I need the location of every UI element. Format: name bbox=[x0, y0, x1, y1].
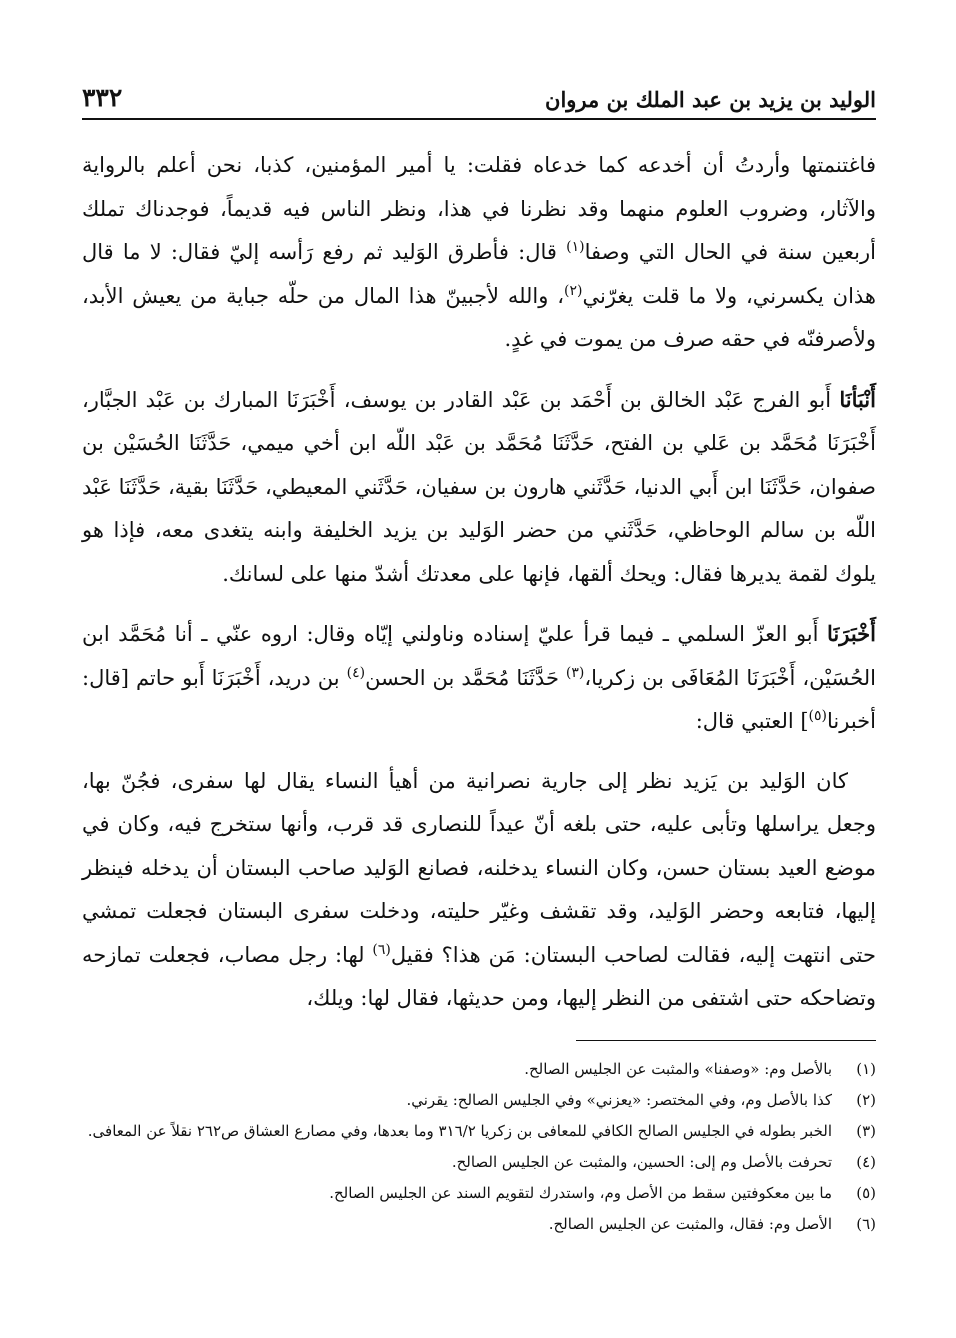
text-run: كان الوَليد بن يَزيد نظر إلى جارية نصرانية من أهيأ النساء يقال لها سفرى، فجُنّ بها، وجعل يراسلها وتأبى عليه، حتى بلغه أنّ عيداً للنصارى قد قرب، وأنها ستخرج فيه، وكان في موضع العيد بستان حسن، وكان النساء يدخلنه، فصانع الوَليد صاحب البستان أن يدخله فينظر إليها، فتابعه وحضر الوَليد، وقد تقشف وغيّر حليته، ودخلت سفرى البستان فجعلت تمشي حتى انتهت إليه، فقالت لصاحب البستان: مَن هذا؟ فقيل bbox=[82, 768, 876, 967]
isnad-lead-word: أَنْبَأنَا bbox=[839, 386, 876, 412]
paragraph-4 bbox=[82, 760, 876, 1021]
footnote-ref-2: (٢) bbox=[564, 282, 583, 299]
text-run: ] العتبي قال: bbox=[695, 709, 809, 733]
footnote-number: (١) bbox=[856, 1060, 876, 1078]
isnad-lead-word: أَخْبَرَنَا bbox=[827, 621, 876, 646]
text-run: قال: فأطرق الوَليد ثم رفع رَأسه إليّ فقال: لا ما قال هذان يكسرني، ولا ما قلت يغرّني bbox=[82, 240, 877, 308]
paragraph-3 bbox=[82, 612, 876, 744]
footnote bbox=[82, 1055, 876, 1083]
footnote-number: (٣) bbox=[856, 1122, 876, 1140]
text-run: بن دريد، أَخْبَرَنَا أَبو حاتم [قال: أخبرنا bbox=[82, 665, 876, 733]
text-run: فاغتنمتها وأردتُ أن أخدعه كما خدعاه فقلت: يا أمير المؤمنين، كذبا، نحن أعلم بالرواية والآثار، وضروب العلوم منهما وقد نظرنا في هذا، ونظر الناس فيه قديماً، فوجدناك تملك أربعين سنة في الحال التي وصفا bbox=[82, 153, 876, 264]
text-run: أَبو العزّ السلمي ـ فيما قرأ عليّ إسناده وناولني إيّاه وقال: اروه عنّي ـ أنا مُحَمَّد ابن الحُسَيْن، أَخْبَرَنَا المُعَافَى بن زكريا، bbox=[82, 622, 876, 690]
page-number: ٣٣٢ bbox=[82, 83, 123, 112]
footnote bbox=[82, 1179, 876, 1207]
text-run: لها: رجل مصاب، فجعلت تمازحه وتضاحكه حتى اشتفى من النظر إليها، ومن حديثها، فقال لها: ويلك، bbox=[82, 942, 876, 1010]
running-title: الوليد بن يزيد بن عبد الملك بن مروان bbox=[545, 87, 876, 112]
footnote-number: (٢) bbox=[856, 1091, 876, 1109]
text-run: ، والله لأجبينّ هذا المال من حلّه جباية من يعيش الأبد، ولأصرفنّه في حقه صرف من يموت في غدٍ. bbox=[82, 283, 876, 351]
text-run: أَبو الفرج عَبْد الخالق بن أَحْمَد بن عَبْد القادر بن يوسف، أَخْبَرَنَا المبارك بن عَبْد الجبَّار، أَخْبَرَنَا مُحَمَّد بن عَلي بن الفتح، حَدَّثَنَا مُحَمَّد بن عَبْد اللّه ابن أخي ميمي، حَدَّثَنَا الحُسَيْن بن صفوان، حَدَّثَنَا ابن أَبي الدنيا، حَدَّثَني هارون بن سفيان، حَدَّثَني المعيطي، حَدَّثَنَا بقية، حَدَّثَنَا عَبْد اللّه بن سالم الوحاظي، حَدَّثَني من حضر الوَليد بن يزيد الخليفة وابنه يتغدى معه، فإذا هو يلوك لقمة يديرها فقال: ويحك ألقها، فإنها على معدتك أشدّ منها على لسانك. bbox=[82, 387, 876, 586]
footnote bbox=[82, 1086, 876, 1114]
footnote-ref-5: (٥) bbox=[808, 708, 828, 724]
footnote-number: (٦) bbox=[856, 1215, 876, 1233]
footnote-divider bbox=[576, 1040, 876, 1041]
paragraph-2 bbox=[82, 378, 876, 597]
footnote-number: (٥) bbox=[856, 1184, 876, 1202]
footnote-text: ما بين معكوفتين سقط من الأصل وم، واستدرك لتقويم السند عن الجليس الصالح. bbox=[329, 1184, 832, 1202]
text-run: حَدَّثَنَا مُحَمَّد بن الحسن bbox=[365, 665, 566, 690]
footnote bbox=[82, 1117, 876, 1145]
footnote-ref-3: (٣) bbox=[565, 664, 585, 681]
footnote bbox=[82, 1148, 876, 1176]
paragraph-1 bbox=[82, 144, 876, 362]
footnote bbox=[82, 1210, 876, 1238]
footnote-ref-6: (٦) bbox=[372, 941, 391, 958]
footnote-ref-4: (٤) bbox=[346, 664, 366, 681]
footnote-number: (٤) bbox=[856, 1153, 876, 1171]
footnote-text: كذا بالأصل وم، وفي المختصر: «يعزني» وفي الجليس الصالح: يقرني. bbox=[406, 1091, 832, 1109]
footnote-text: الأصل وم: فقال، والمثبت عن الجليس الصالح. bbox=[548, 1215, 832, 1233]
main-text bbox=[82, 144, 876, 1037]
footnote-ref-1: (١) bbox=[566, 239, 585, 255]
footnote-text: الخبر بطوله في الجليس الصالح الكافي للمعافى بن زكريا ٣١٦/٢ وما بعدها، وفي مصارع العشاق ص٢٦٢ نقلاً عن المعافى. bbox=[87, 1122, 832, 1140]
footnotes bbox=[82, 1040, 876, 1241]
page-header bbox=[82, 76, 876, 120]
footnote-text: تحرفت بالأصل وم إلى: الحسين، والمثبت عن الجليس الصالح. bbox=[451, 1153, 832, 1171]
footnote-text: بالأصل وم: «وصفنا» والمثبت عن الجليس الصالح. bbox=[524, 1060, 832, 1078]
